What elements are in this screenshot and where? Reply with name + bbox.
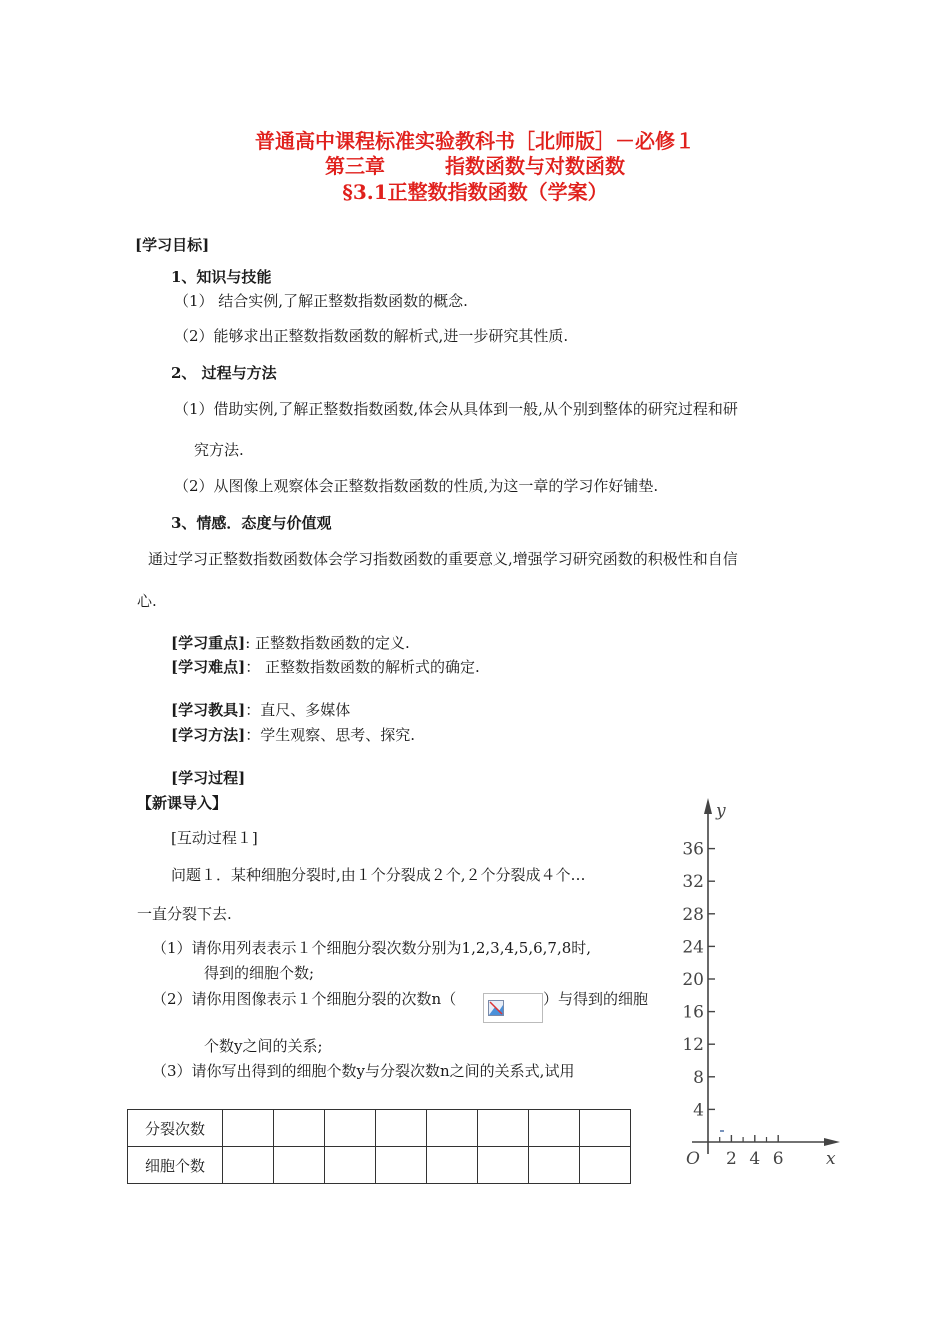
goal-section-3-text-a: 通过学习正整数指数函数体会学习指数函数的重要意义,增强学习研究函数的积极性和自信 [148, 550, 738, 568]
division-table [127, 1109, 631, 1184]
doc-title-line3: §3.1正整数指数函数（学案） [342, 180, 608, 204]
y-tick-label: 16 [682, 1002, 704, 1023]
y-tick-label: 20 [682, 970, 704, 990]
table-cell [427, 1110, 478, 1147]
y-tick-label: 4 [693, 1100, 704, 1121]
part-1-line-b: 得到的细胞个数; [204, 964, 315, 982]
intro-heading: 【新课导入】 [137, 794, 228, 812]
table-cell [223, 1147, 274, 1184]
goal-section-3-title: 3、情感．态度与价值观 [171, 514, 332, 532]
table-cell [478, 1110, 529, 1147]
table-cell [274, 1110, 325, 1147]
table-cell [325, 1110, 376, 1147]
tools-line [171, 699, 350, 720]
difficulty-text: ： 正整数指数函数的解析式的确定. [245, 658, 480, 676]
chapter-number: 第三章 [325, 154, 385, 178]
part-2-line-c: 个数y之间的关系; [204, 1037, 323, 1055]
goal-section-2-item-2: （2）从图像上观察体会正整数指数函数的性质,为这一章的学习作好铺垫. [174, 477, 659, 495]
part-1-line-a: （1）请你用列表表示１个细胞分裂次数分别为1,2,3,4,5,6,7,8时, [152, 939, 592, 957]
table-cell [427, 1147, 478, 1184]
question-1-line-a: 问题１．某种细胞分裂时,由１个分裂成２个,２个分裂成４个… [171, 866, 586, 884]
methods-label: [学习方法] [171, 726, 246, 744]
y-tick-label: 24 [682, 937, 704, 958]
table-cell [529, 1147, 580, 1184]
part-3-line: （3）请你写出得到的细胞个数y与分裂次数n之间的关系式,试用 [152, 1062, 575, 1080]
key-point-text: : 正整数指数函数的定义. [245, 634, 410, 652]
table-cell [478, 1147, 529, 1184]
x-tick-label: 4 [749, 1149, 761, 1169]
chapter-title: 指数函数与对数函数 [445, 154, 625, 178]
table-cell [376, 1147, 427, 1184]
methods-line [171, 724, 415, 745]
y-tick-label: 12 [682, 1035, 704, 1056]
key-point-line [171, 632, 410, 653]
interactive-process-label: [互动过程１] [171, 829, 258, 847]
table-row-label-divisions: 分裂次数 [128, 1110, 223, 1147]
methods-text: ：学生观察、思考、探究. [245, 726, 415, 744]
broken-image-placeholder [483, 993, 543, 1023]
x-axis-arrow [824, 1138, 840, 1146]
tools-label: [学习教具] [171, 701, 246, 719]
process-heading: [学习过程] [171, 769, 246, 787]
part-2-line-b: ）与得到的细胞 [543, 990, 649, 1008]
origin-label: O [686, 1149, 700, 1169]
table-cell [325, 1147, 376, 1184]
table-row [128, 1147, 631, 1184]
key-point-label: [学习重点] [171, 634, 246, 652]
coordinate-graph [670, 790, 850, 1180]
table-cell [529, 1110, 580, 1147]
table-cell [580, 1147, 631, 1184]
goal-section-2-item-1b: 究方法. [194, 441, 244, 459]
y-tick-label: 36 [682, 839, 704, 860]
doc-title-line1: 普通高中课程标准实验教科书［北师版］－必修１ [255, 129, 695, 153]
y-tick-label: 32 [682, 872, 704, 893]
tools-text: ：直尺、多媒体 [245, 701, 351, 719]
y-axis-label: y [716, 801, 726, 821]
table-row-label-cells: 细胞个数 [128, 1147, 223, 1184]
image-icon [488, 1000, 504, 1016]
goal-section-1-item-2: （2）能够求出正整数指数函数的解析式,进一步研究其性质. [174, 327, 569, 345]
goal-section-2-title: 2、 过程与方法 [171, 364, 277, 382]
table-cell [223, 1110, 274, 1147]
goals-heading: [学习目标] [135, 236, 210, 254]
table-row [128, 1110, 631, 1147]
question-1-line-b: 一直分裂下去. [137, 905, 232, 923]
y-tick-label: 8 [693, 1067, 704, 1088]
x-tick-label: 6 [772, 1149, 784, 1169]
goal-section-1-item-1: （1） 结合实例,了解正整数指数函数的概念. [174, 292, 468, 310]
y-tick-label: 28 [682, 904, 704, 925]
difficulty-label: [学习难点] [171, 658, 246, 676]
table-cell [376, 1110, 427, 1147]
difficulty-line [171, 656, 480, 677]
goal-section-1-title: 1、知识与技能 [171, 268, 272, 286]
goal-section-2-item-1a: （1）借助实例,了解正整数指数函数,体会从具体到一般,从个别到整体的研究过程和研 [174, 400, 738, 418]
table-cell [274, 1147, 325, 1184]
y-axis-arrow [704, 798, 712, 814]
goal-section-3-text-b: 心. [137, 592, 157, 610]
x-tick-label: 2 [725, 1149, 737, 1169]
x-axis-label: x [826, 1149, 836, 1169]
doc-title-line2 [0, 150, 950, 179]
part-2-line-a: （2）请你用图像表示１个细胞分裂的次数n（ [152, 990, 457, 1008]
table-cell [580, 1110, 631, 1147]
